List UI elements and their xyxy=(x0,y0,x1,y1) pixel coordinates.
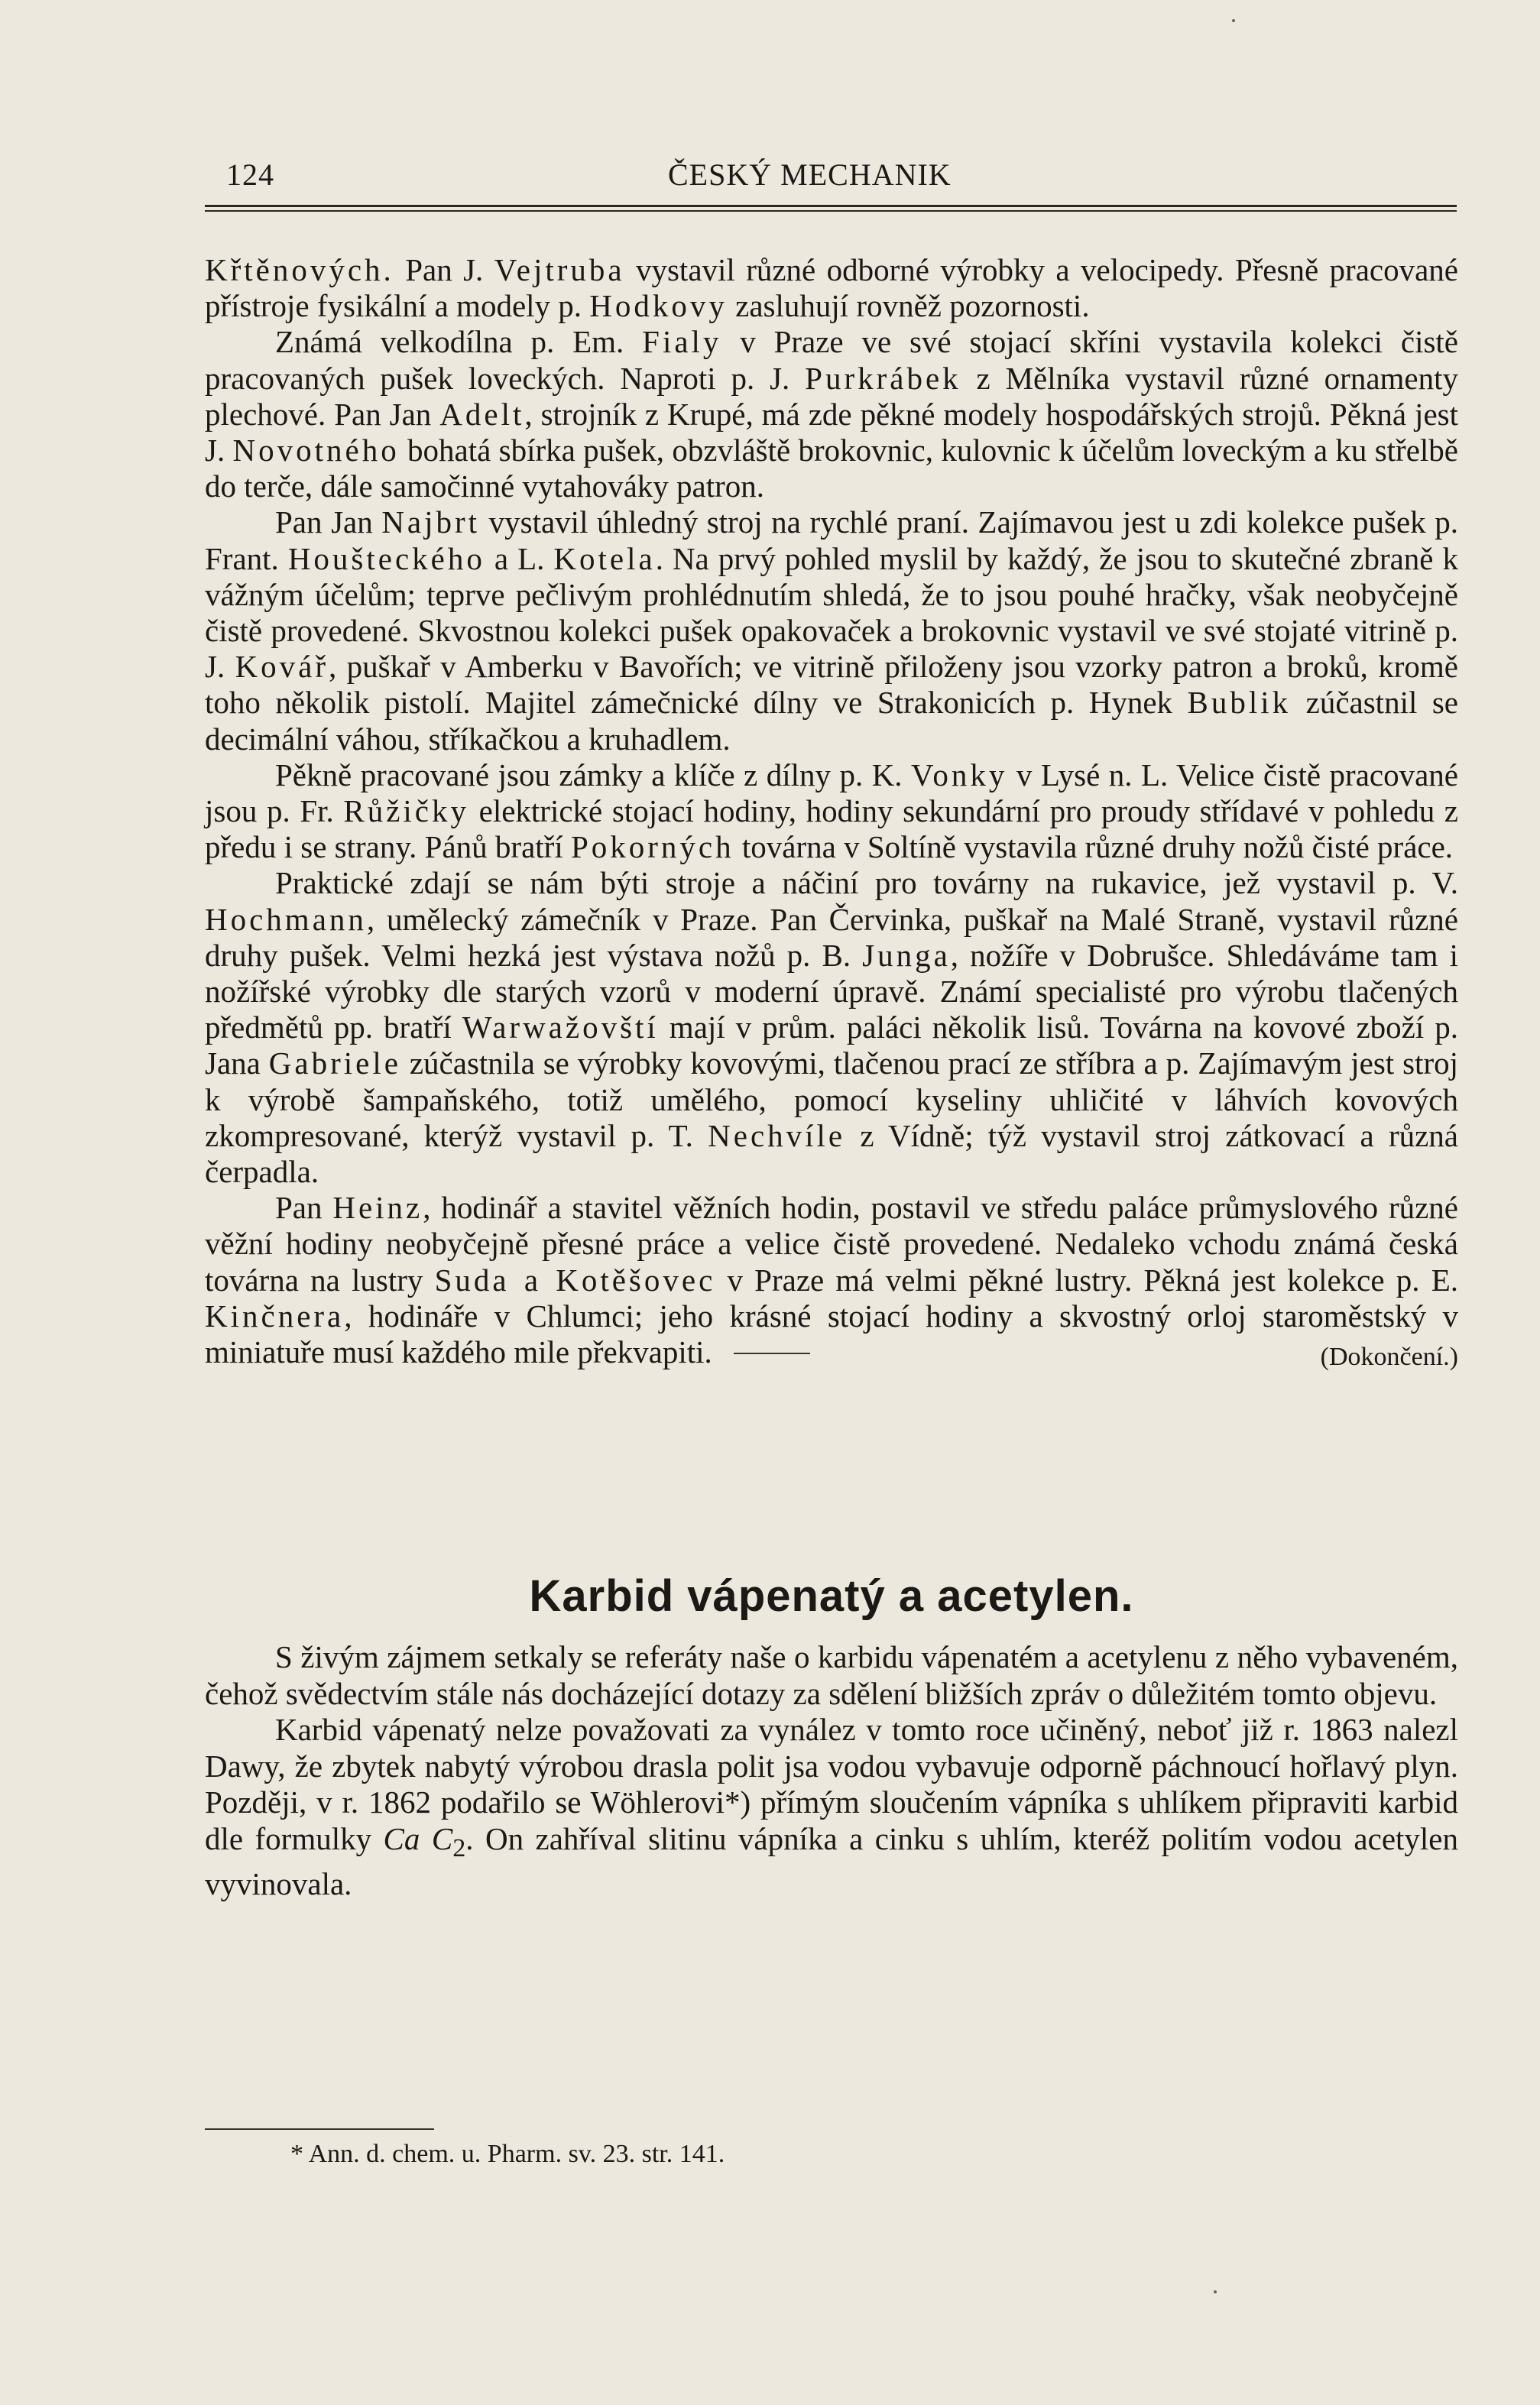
paragraph: Pěkně pracované jsou zámky a klíče z dílny p. K. Vonky v Lysé n. L. Velice čistě pracované jsou p. Fr. Růžičky elektrické stojací hodiny, hodiny sekundární pro proudy střídavé v pohledu z předu i se strany. Pánů bratří Pokorných továrna v Soltíně vystavila různé druhy nožů čisté práce. xyxy=(205,757,1458,865)
paragraph: Křtěnových. Pan J. Vejtruba vystavil různé odborné výrobky a velocipedy. Přesně pracované přístroje fysikální a modely p. Hodkovy zasluhují rovněž pozornosti. xyxy=(205,252,1458,324)
running-title: ČESKÝ MECHANIK xyxy=(668,157,952,192)
page-header xyxy=(205,157,1458,203)
article-body xyxy=(205,1639,1458,1903)
header-rule xyxy=(205,205,1457,212)
paragraph: Známá velkodílna p. Em. Fialy v Praze ve své stojací skříni vystavila kolekci čistě pracovaných pušek loveckých. Naproti p. J. Purkrábek z Mělníka vystavil různé ornamenty plechové. Pan Jan Adelt, strojník z Krupé, má zde pěkné modely hospodářských strojů. Pěkná jest J. Novotného bohatá sbírka pušek, obzvláště brokovnic, kulovnic k účelům loveckým a ku střelbě do terče, dále samočinné vytahováky patron. xyxy=(205,324,1459,504)
continuation-note: (Dokončení.) xyxy=(1320,1343,1458,1372)
paper-speck xyxy=(1214,2290,1217,2293)
section-separator xyxy=(734,1353,810,1354)
paragraph: Pan Jan Najbrt vystavil úhledný stroj na rychlé praní. Zajímavou jest u zdi kolekce pušek p. Frant. Houšteckého a L. Kotela. Na prvý pohled myslil by každý, že jsou to skutečné zbraně k vážným účelům; teprve pečlivým prohlédnutím shledá, že to jsou pouhé hračky, však neobyčejně čistě provedené. Skvostnou kolekci pušek opakovaček a brokovnic vystavil ve své stojaté vitrině p. J. Kovář, puškař v Amberku v Bavořích; ve vitrině přiloženy jsou vzorky patron a broků, kromě toho několik pistolí. Majitel zámečnické dílny ve Strakonicích p. Hynek Bublik zúčastnil se decimální váhou, stříkačkou a kruhadlem. xyxy=(205,504,1459,757)
paragraph: Pan Heinz, hodinář a stavitel věžních hodin, postavil ve středu paláce průmyslového různé věžní hodiny neobyčejně přesné práce a velice čistě provedené. Nedaleko vchodu známá česká továrna na lustry Suda a Kotěšovec v Praze má velmi pěkné lustry. Pěkná jest kolekce p. E. Kinčnera, hodináře v Chlumci; jeho krásné stojací hodiny a skvostný orloj staroměstský v miniatuře musí každého mile překvapiti. (Dokončení.) xyxy=(205,1190,1458,1370)
article-title: Karbid vápenatý a acetylen. xyxy=(529,1571,1134,1621)
footnote-rule xyxy=(205,2128,434,2130)
footnote: * Ann. d. chem. u. Pharm. sv. 23. str. 141. xyxy=(290,2140,725,2168)
paragraph: Praktické zdají se nám býti stroje a náčiní pro továrny na rukavice, jež vystavil p. V. Hochmann, umělecký zámečník v Praze. Pan Červinka, puškař na Malé Straně, vystavil různé druhy pušek. Velmi hezká jest výstava nožů p. B. Junga, nožíře v Dobrušce. Shledáváme tam i nožířské výrobky dle starých vzorů v moderní úpravě. Známí specialisté pro výrobu tlačených předmětů pp. bratří Warwažovští mají v prům. paláci několik lisů. Továrna na kovové zboží p. Jana Gabriele zúčastnila se výrobky kovovými, tlačenou prací ze stříbra a p. Zajímavým jest stroj k výrobě šampaňského, totiž umělého, pomocí kyseliny uhličité v láhvích kovových zkompresované, kterýž vystavil p. T. Nechvíle z Vídně; týž vystavil stroj zátkovací a různá čerpadla. xyxy=(205,865,1459,1190)
paper-speck xyxy=(1232,19,1235,22)
paragraph: Karbid vápenatý nelze považovati za vynález v tomto roce učiněný, neboť již r. 1863 nalezl Dawy, že zbytek nabytý výrobou drasla polit jsa vodou vybavuje odporně páchnoucí hořlavý plyn. Později, v r. 1862 podařilo se Wöhlerovi*) přímým sloučením vápníka s uhlíkem připraviti karbid dle formulky Ca $C_2$. On zahříval slitinu vápníka a cinku s uhlím, kteréž politím vodou acetylen vyvinovala. xyxy=(205,1712,1458,1902)
page-number: 124 xyxy=(226,157,274,192)
paragraph: S živým zájmem setkaly se referáty naše o karbidu vápenatém a acetylenu z něho vybaveném, čehož svědectvím stále nás docházející dotazy za sdělení bližších zpráv o důležitém tomto objevu. xyxy=(205,1639,1458,1711)
continued-article xyxy=(205,252,1458,1375)
